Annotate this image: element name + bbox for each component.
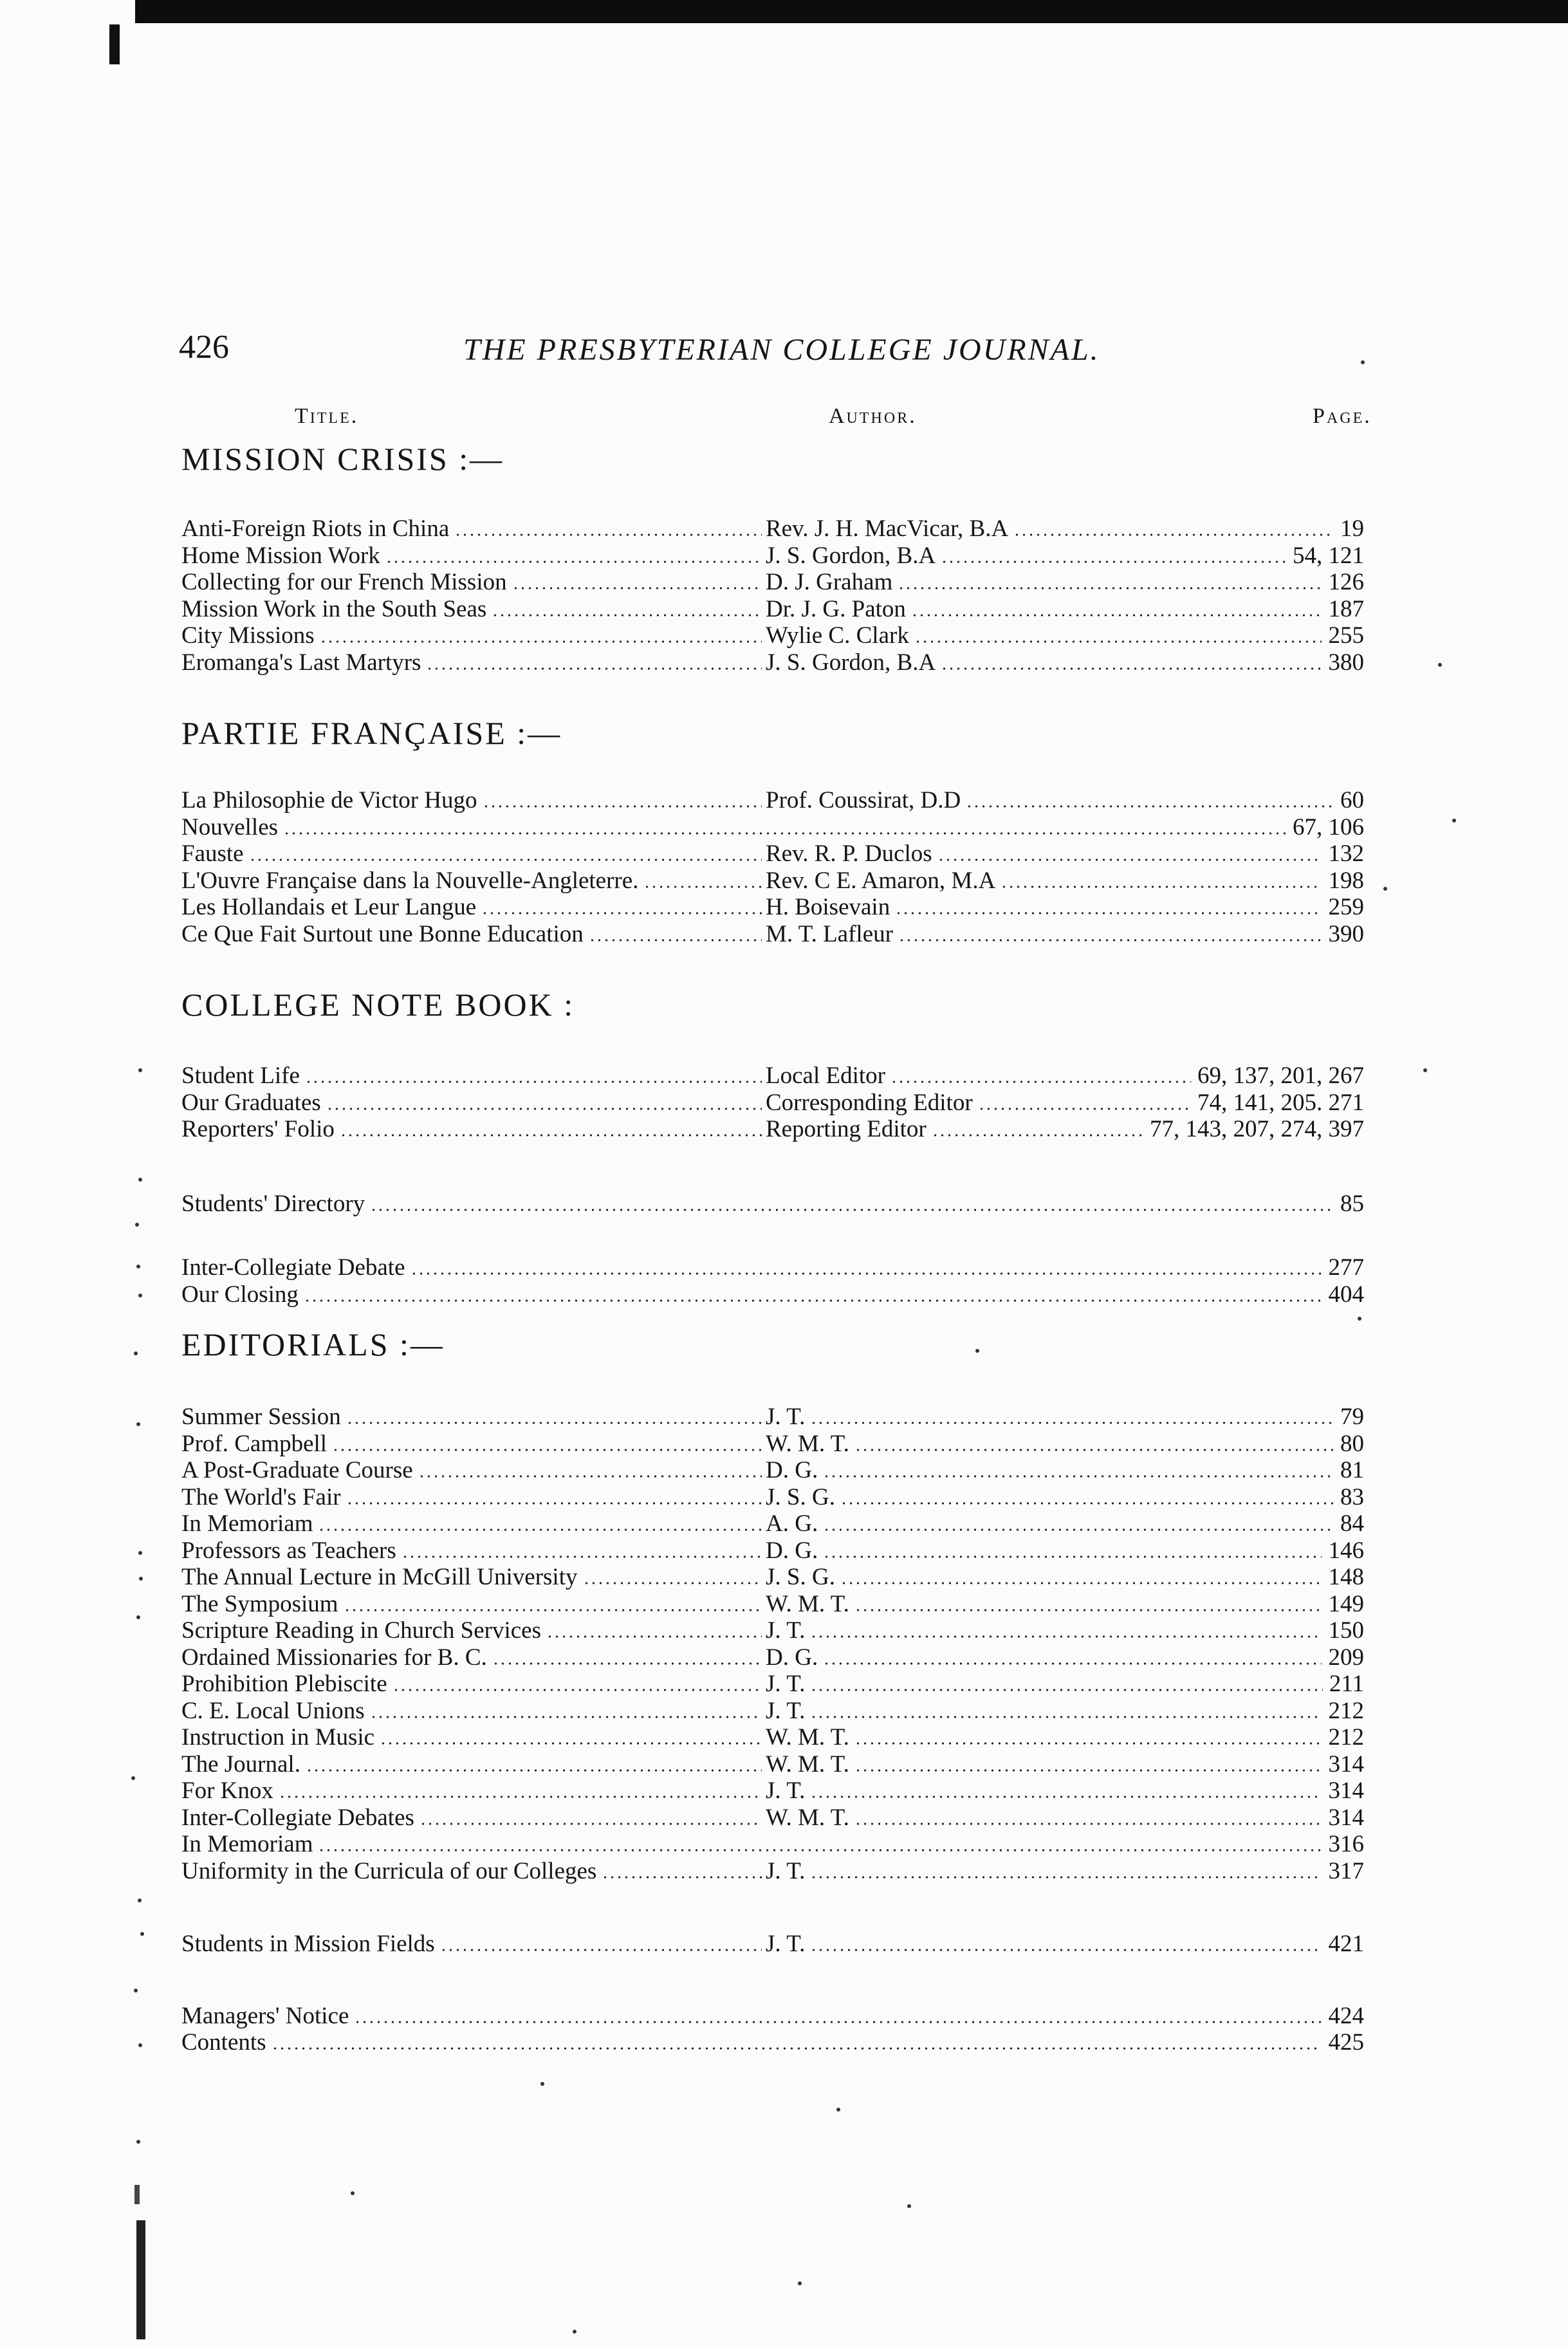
entry-author: J. T.: [766, 1404, 806, 1430]
scan-speck: [351, 2191, 355, 2195]
leader-dots: [941, 561, 1286, 563]
scan-speck: [136, 2140, 140, 2144]
entry-page: 80: [1340, 1430, 1364, 1457]
leader-dots: [340, 1134, 762, 1137]
toc-entry: [181, 893, 1364, 922]
entry-page: 19: [1340, 515, 1364, 542]
column-header-author: Author.: [829, 404, 917, 428]
leader-dots: [895, 912, 1322, 915]
leader-dots: [810, 1876, 1322, 1879]
leader-dots: [492, 614, 762, 617]
toc-entry: [181, 1617, 1364, 1645]
entry-author: Reporting Editor: [766, 1116, 927, 1142]
toc-entry: [181, 1281, 1364, 1309]
scan-speck: [1438, 663, 1442, 667]
toc-entry: [181, 1430, 1364, 1458]
toc-entry: [181, 1830, 1364, 1859]
leader-dots: [810, 1796, 1322, 1798]
entry-author: Dr. J. G. Paton: [766, 595, 906, 622]
entry-page: 404: [1328, 1281, 1364, 1308]
entry-title: The Annual Lecture in McGill University: [181, 1564, 578, 1590]
entry-page: 277: [1328, 1254, 1364, 1281]
scan-speck: [138, 1899, 142, 1902]
entry-page: 84: [1340, 1510, 1364, 1537]
section-heading: MISSION CRISIS :—: [181, 441, 504, 477]
entry-title: L'Ouvre Française dans la Nouvelle-Angleterre.: [181, 867, 639, 894]
scan-speck: [140, 1932, 144, 1936]
leader-dots: [854, 1769, 1322, 1772]
entry-author: J. T.: [766, 1617, 806, 1644]
leader-dots: [410, 1272, 1322, 1275]
scan-speck: [135, 1223, 139, 1227]
leader-dots: [823, 1475, 1334, 1478]
leader-dots: [854, 1742, 1322, 1745]
page-number: 426: [179, 329, 229, 366]
entry-page: 146: [1328, 1537, 1364, 1564]
entry-page: 424: [1328, 2002, 1364, 2029]
leader-dots: [914, 640, 1322, 643]
entry-page: 74, 141, 205. 271: [1197, 1089, 1364, 1116]
entry-page: 314: [1328, 1778, 1364, 1804]
entry-author: W. M. T.: [766, 1804, 849, 1831]
entry-author: J. T.: [766, 1857, 806, 1884]
toc-entry: [181, 1804, 1364, 1832]
entry-author: W. M. T.: [766, 1430, 849, 1457]
leader-dots: [346, 1502, 762, 1505]
toc-entry: [181, 1510, 1364, 1538]
toc-entry: [181, 622, 1364, 650]
entry-title: Mission Work in the South Seas: [181, 595, 487, 622]
entry-title: Prof. Campbell: [181, 1430, 327, 1457]
leader-dots: [810, 1422, 1334, 1424]
section-heading: PARTIE FRANÇAISE :—: [181, 715, 562, 751]
entry-page: 67, 106: [1293, 813, 1364, 840]
leader-dots: [481, 912, 762, 915]
entry-author: D. G.: [766, 1457, 818, 1483]
scan-speck: [138, 1551, 142, 1555]
entry-title: In Memoriam: [181, 1831, 313, 1857]
entry-title: Our Graduates: [181, 1089, 321, 1116]
leader-dots: [304, 1299, 1322, 1302]
leader-dots: [318, 1528, 762, 1531]
leader-dots: [810, 1689, 1323, 1691]
leader-dots: [318, 1849, 1322, 1852]
entry-title: Inter-Collegiate Debates: [181, 1804, 414, 1831]
entry-page: 54, 121: [1293, 542, 1364, 569]
leader-dots: [643, 886, 762, 888]
toc-entry: [181, 1456, 1364, 1485]
entry-title: Les Hollandais et Leur Langue: [181, 894, 477, 920]
scan-speck: [907, 2204, 911, 2208]
leader-dots: [823, 1528, 1334, 1531]
entry-title: A Post-Graduate Course: [181, 1457, 413, 1483]
entry-page: 212: [1328, 1697, 1364, 1724]
entry-title: For Knox: [181, 1778, 273, 1804]
entry-page: 150: [1328, 1617, 1364, 1644]
entry-title: The World's Fair: [181, 1483, 341, 1510]
leader-dots: [810, 1716, 1322, 1718]
leader-dots: [932, 1134, 1143, 1137]
entry-page: 421: [1328, 1931, 1364, 1957]
entry-page: 149: [1328, 1590, 1364, 1617]
entry-author: J. T.: [766, 1697, 806, 1724]
scan-speck: [138, 1178, 142, 1182]
scan-speck: [131, 1776, 135, 1780]
entry-title: Summer Session: [181, 1404, 341, 1430]
entry-title: Our Closing: [181, 1281, 299, 1308]
entry-title: Home Mission Work: [181, 542, 380, 569]
toc-entry: [181, 1089, 1364, 1117]
entry-page: 198: [1328, 867, 1364, 894]
toc-entry: [181, 2002, 1364, 2030]
entry-author: D. G.: [766, 1644, 818, 1671]
toc-entry: [181, 1670, 1364, 1698]
leader-dots: [385, 561, 762, 563]
toc-entry: [181, 1115, 1364, 1144]
leader-dots: [890, 1081, 1191, 1083]
leader-dots: [966, 805, 1334, 808]
entry-page: 314: [1328, 1804, 1364, 1831]
leader-dots: [249, 859, 762, 861]
column-header-title: Title.: [295, 404, 359, 428]
scan-speck: [138, 1294, 142, 1297]
toc-entry: [181, 813, 1364, 842]
toc-entry: [181, 1930, 1364, 1958]
leader-dots: [392, 1689, 762, 1691]
scan-speck: [573, 2330, 576, 2334]
entry-title: Professors as Teachers: [181, 1537, 396, 1564]
toc-entry: [181, 2029, 1364, 2057]
entry-title: Eromanga's Last Martyrs: [181, 649, 421, 676]
leader-dots: [810, 1635, 1322, 1638]
entry-page: 148: [1328, 1564, 1364, 1590]
entry-title: Ordained Missionaries for B. C.: [181, 1644, 487, 1671]
toc-entry: [181, 1697, 1364, 1725]
entry-page: 77, 143, 207, 274, 397: [1150, 1116, 1364, 1142]
entry-page: 425: [1328, 2029, 1364, 2056]
entry-title: Prohibition Plebiscite: [181, 1671, 387, 1697]
entry-page: 126: [1328, 569, 1364, 595]
entry-page: 209: [1328, 1644, 1364, 1671]
toc-entry: [181, 1777, 1364, 1805]
leader-dots: [483, 805, 762, 808]
binding-mark: [134, 2185, 140, 2204]
leader-dots: [272, 2047, 1322, 2050]
leader-dots: [418, 1475, 762, 1478]
leader-dots: [1001, 886, 1322, 888]
leader-dots: [840, 1502, 1334, 1505]
leader-dots: [420, 1823, 762, 1825]
entry-title: Instruction in Music: [181, 1724, 375, 1750]
entry-author: J. S. G.: [766, 1564, 835, 1590]
leader-dots: [546, 1635, 762, 1638]
toc-entry: [181, 867, 1364, 895]
entry-author: J. S. G.: [766, 1483, 835, 1510]
page-header: [0, 328, 1568, 380]
entry-title: Fauste: [181, 840, 244, 867]
scan-mark: [109, 24, 120, 64]
leader-dots: [937, 859, 1322, 861]
section-heading: COLLEGE NOTE BOOK :: [181, 987, 575, 1023]
leader-dots: [512, 587, 762, 590]
scan-speck: [134, 1989, 138, 1992]
scan-speck: [975, 1349, 979, 1353]
entry-title: Uniformity in the Curricula of our Colleges: [181, 1857, 597, 1884]
entry-author: Prof. Coussirat, D.D: [766, 787, 961, 813]
entry-page: 85: [1340, 1190, 1364, 1217]
leader-dots: [898, 587, 1322, 590]
entry-page: 69, 137, 201, 267: [1197, 1063, 1364, 1089]
leader-dots: [344, 1609, 762, 1611]
entry-title: Contents: [181, 2029, 266, 2056]
leader-dots: [283, 832, 1286, 835]
entry-author: J. S. Gordon, B.A: [766, 542, 936, 569]
leader-dots: [370, 1716, 762, 1718]
leader-dots: [941, 667, 1322, 670]
leader-dots: [854, 1449, 1334, 1451]
toc-entry: [181, 1723, 1364, 1752]
entry-author: J. T.: [766, 1778, 806, 1804]
leader-dots: [332, 1449, 762, 1451]
entry-author: Rev. J. H. MacVicar, B.A: [766, 515, 1009, 542]
entry-author: D. G.: [766, 1537, 818, 1564]
entry-title: C. E. Local Unions: [181, 1697, 365, 1724]
leader-dots: [823, 1555, 1322, 1558]
entry-author: Corresponding Editor: [766, 1089, 973, 1116]
entry-page: 83: [1340, 1483, 1364, 1510]
entry-page: 314: [1328, 1750, 1364, 1778]
entry-title: Students in Mission Fields: [181, 1931, 435, 1957]
entry-page: 380: [1328, 649, 1364, 676]
entry-page: 316: [1328, 1831, 1364, 1857]
entry-author: A. G.: [766, 1510, 818, 1537]
scan-speck: [1423, 1068, 1427, 1072]
entry-title: Students' Directory: [181, 1190, 365, 1217]
leader-dots: [589, 939, 762, 942]
scan-speck: [1358, 1317, 1361, 1321]
section-heading: EDITORIALS :—: [181, 1326, 445, 1362]
leader-dots: [978, 1108, 1191, 1110]
entry-title: Anti-Foreign Riots in China: [181, 515, 450, 542]
leader-dots: [426, 667, 762, 670]
entry-page: 259: [1328, 894, 1364, 920]
leader-dots: [583, 1582, 762, 1584]
toc-entry: [181, 1857, 1364, 1886]
leader-dots: [440, 1949, 762, 1951]
scan-speck: [1452, 819, 1456, 822]
binding-edge: [136, 2220, 145, 2339]
entry-page: 317: [1328, 1857, 1364, 1884]
toc-entry: [181, 1190, 1364, 1218]
toc-entry: [181, 1537, 1364, 1565]
entry-author: Local Editor: [766, 1063, 885, 1089]
entry-author: W. M. T.: [766, 1590, 849, 1617]
toc-entry: [181, 920, 1364, 949]
entry-title: City Missions: [181, 622, 315, 649]
toc-entry: [181, 1483, 1364, 1512]
page-edge-scan-bar: [135, 0, 1568, 23]
entry-page: 79: [1340, 1404, 1364, 1430]
entry-author: J. T.: [766, 1931, 806, 1957]
leader-dots: [279, 1796, 762, 1798]
entry-title: The Journal.: [181, 1750, 300, 1778]
leader-dots: [326, 1108, 762, 1110]
toc-entry: [181, 1590, 1364, 1619]
entry-author: Rev. C E. Amaron, M.A: [766, 867, 996, 894]
entry-author: M. T. Lafleur: [766, 920, 893, 947]
leader-dots: [854, 1823, 1322, 1825]
entry-page: 390: [1328, 920, 1364, 947]
scan-speck: [136, 1422, 140, 1426]
toc-entry: [181, 1403, 1364, 1431]
scan-speck: [134, 1351, 138, 1355]
leader-dots: [380, 1742, 762, 1745]
entry-author: D. J. Graham: [766, 569, 893, 595]
toc-entry: [181, 1563, 1364, 1592]
entry-title: La Philosophie de Victor Hugo: [181, 787, 477, 813]
entry-title: Ce Que Fait Surtout une Bonne Education: [181, 920, 584, 947]
entry-author: J. S. Gordon, B.A: [766, 649, 936, 676]
entry-page: 211: [1329, 1671, 1364, 1697]
scan-speck: [139, 1577, 143, 1581]
entry-title: Managers' Notice: [181, 2002, 349, 2029]
scan-speck: [138, 2043, 142, 2047]
scan-speck: [836, 2108, 840, 2112]
entry-page: 81: [1340, 1457, 1364, 1483]
entry-page: 187: [1328, 595, 1364, 622]
entry-page: 132: [1328, 840, 1364, 867]
leader-dots: [354, 2021, 1322, 2023]
entry-author: J. T.: [766, 1671, 806, 1697]
toc-entry: [181, 840, 1364, 868]
toc-entry: [181, 1644, 1364, 1672]
entry-author: H. Boisevain: [766, 894, 890, 920]
leader-dots: [1013, 534, 1334, 536]
scan-speck: [136, 1615, 140, 1619]
leader-dots: [840, 1582, 1322, 1584]
toc-entry: [181, 786, 1364, 815]
scan-speck: [136, 1265, 140, 1268]
scan-speck: [540, 2082, 544, 2086]
entry-title: Student Life: [181, 1063, 300, 1089]
leader-dots: [401, 1555, 762, 1558]
toc-entry: [181, 595, 1364, 624]
leader-dots: [346, 1422, 762, 1424]
entry-page: 255: [1328, 622, 1364, 649]
leader-dots: [454, 534, 762, 536]
entry-page: 60: [1340, 787, 1364, 813]
scan-speck: [1361, 360, 1365, 364]
toc-entry: [181, 1254, 1364, 1282]
toc-entry: [181, 1750, 1364, 1779]
entry-page: 212: [1328, 1724, 1364, 1750]
toc-entry: [181, 568, 1364, 597]
entry-title: Reporters' Folio: [181, 1116, 335, 1142]
entry-author: Wylie C. Clark: [766, 622, 909, 649]
entry-title: The Symposium: [181, 1590, 338, 1617]
entry-author: W. M. T.: [766, 1724, 849, 1750]
leader-dots: [898, 939, 1322, 942]
leader-dots: [492, 1662, 762, 1665]
leader-dots: [306, 1769, 762, 1772]
entry-author: Rev. R. P. Duclos: [766, 840, 932, 867]
leader-dots: [911, 614, 1322, 617]
scan-speck: [798, 2281, 802, 2285]
entry-title: In Memoriam: [181, 1510, 313, 1537]
entry-title: Nouvelles: [181, 813, 279, 840]
running-title: THE PRESBYTERIAN COLLEGE JOURNAL.: [463, 333, 1100, 367]
leader-dots: [320, 640, 762, 643]
leader-dots: [602, 1876, 762, 1879]
leader-dots: [823, 1662, 1322, 1665]
entry-title: Scripture Reading in Church Services: [181, 1617, 541, 1644]
toc-entry: [181, 649, 1364, 677]
toc-entry: [181, 542, 1364, 570]
entry-title: Inter-Collegiate Debate: [181, 1254, 405, 1281]
toc-entry: [181, 1062, 1364, 1090]
scan-speck: [1383, 887, 1387, 891]
leader-dots: [810, 1949, 1322, 1951]
column-header-page: Page.: [1313, 404, 1372, 428]
leader-dots: [854, 1609, 1322, 1611]
scan-speck: [138, 1068, 142, 1072]
entry-title: Collecting for our French Mission: [181, 569, 507, 595]
entry-author: W. M. T.: [766, 1750, 849, 1778]
leader-dots: [370, 1209, 1334, 1211]
toc-entry: [181, 515, 1364, 543]
leader-dots: [305, 1081, 762, 1083]
